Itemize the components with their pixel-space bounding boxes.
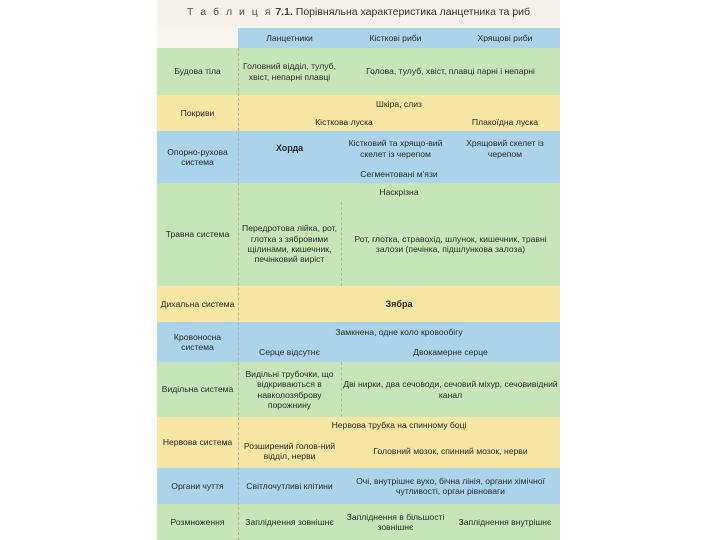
cell-senses-lancelet: Світлочутливі клітини: [238, 468, 341, 504]
cell-circulatory-lancelet: Серце відсутнє: [238, 342, 341, 362]
row-label-digestive: Травна система: [157, 183, 238, 286]
cell-digestive-fish: Рот, глотка, стравохід, шлунок, кишечник, травні залози (печінка, підшлункова залоза): [341, 202, 560, 286]
cell-nervous-lancelet: Розширений голов-ний відділ, нерви: [238, 434, 341, 468]
row-label-reproduction: Розмноження: [157, 504, 238, 540]
cell-reproduction-cartilaginous: Запліднення внутрішнє: [450, 504, 560, 540]
cell-excretory-lancelet: Видільні трубочки, що відкриваються в навколозяброву порожнину: [238, 362, 341, 417]
column-divider: [238, 48, 240, 540]
row-label-senses: Органи чуття: [157, 468, 238, 504]
cell-covers-shared: Шкіра, слиз: [238, 95, 560, 113]
textbook-page: [157, 0, 560, 540]
cell-digestive-lancelet: Передротова лійка, рот, глотка з зябровими щілинами, кишечник, печінковий виріст: [238, 202, 341, 286]
cell-support-shared: Сегментовані м'язи: [238, 166, 560, 183]
row-label-covers: Покриви: [157, 95, 238, 131]
cell-body-structure-fish: Голова, тулуб, хвіст, плавці парні і непарні: [341, 48, 560, 95]
cell-support-cartilaginous: Хрящовий скелет із черепом: [450, 131, 560, 166]
cell-covers-cartilaginous: Плакоїдна луска: [450, 113, 560, 131]
column-divider: [341, 202, 343, 286]
header-lancelets: Ланцетники: [238, 28, 341, 48]
row-label-respiratory: Дихальна система: [157, 286, 238, 322]
cell-digestive-shared: Наскрізна: [238, 183, 560, 202]
cell-support-lancelet: Хорда: [238, 131, 341, 166]
column-divider: [341, 362, 343, 417]
cell-nervous-shared: Нервова трубка на спинному боці: [238, 417, 560, 434]
row-label-circulatory: Кровоносна система: [157, 322, 238, 362]
cell-body-structure-lancelet: Головний відділ, тулуб, хвіст, непарні плавці: [238, 48, 341, 95]
cell-reproduction-bony: Запліднення в більшості зовнішнє: [341, 504, 450, 540]
cell-circulatory-shared: Замкнена, одне коло кровообігу: [238, 322, 560, 342]
caption-label: Т а б л и ц я: [186, 6, 273, 18]
header-empty-cell: [157, 28, 238, 48]
cell-reproduction-lancelet: Запліднення зовнішнє: [238, 504, 341, 540]
table-caption: [157, 6, 560, 18]
cell-nervous-fish: Головний мозок, спинний мозок, нерви: [341, 434, 560, 468]
cell-support-bony: Кістковий та хрящо-вий скелет із черепом: [341, 131, 450, 166]
row-label-support: Опорно-рухова система: [157, 131, 238, 183]
header-cartilaginous-fish: Хрящові риби: [450, 28, 560, 48]
row-label-excretory: Видільна система: [157, 362, 238, 417]
cell-respiratory-shared: Зябра: [238, 286, 560, 322]
header-bony-fish: Кісткові риби: [341, 28, 450, 48]
cell-covers-bony: Кісткова луска: [238, 113, 450, 131]
caption-text: Порівняльна характеристика ланцетника та риб: [295, 6, 531, 18]
cell-senses-fish: Очі, внутрішнє вухо, бічна лінія, органи хімічної чутливості, орган рівноваги: [341, 468, 560, 504]
cell-circulatory-fish: Двокамерне серце: [341, 342, 560, 362]
row-label-nervous: Нервова система: [157, 417, 238, 468]
row-label-body-structure: Будова тіла: [157, 48, 238, 95]
caption-number: 7.1.: [275, 6, 293, 18]
cell-excretory-fish: Дві нирки, два сечоводи, сечовий міхур, сечовивідний канал: [341, 362, 560, 417]
